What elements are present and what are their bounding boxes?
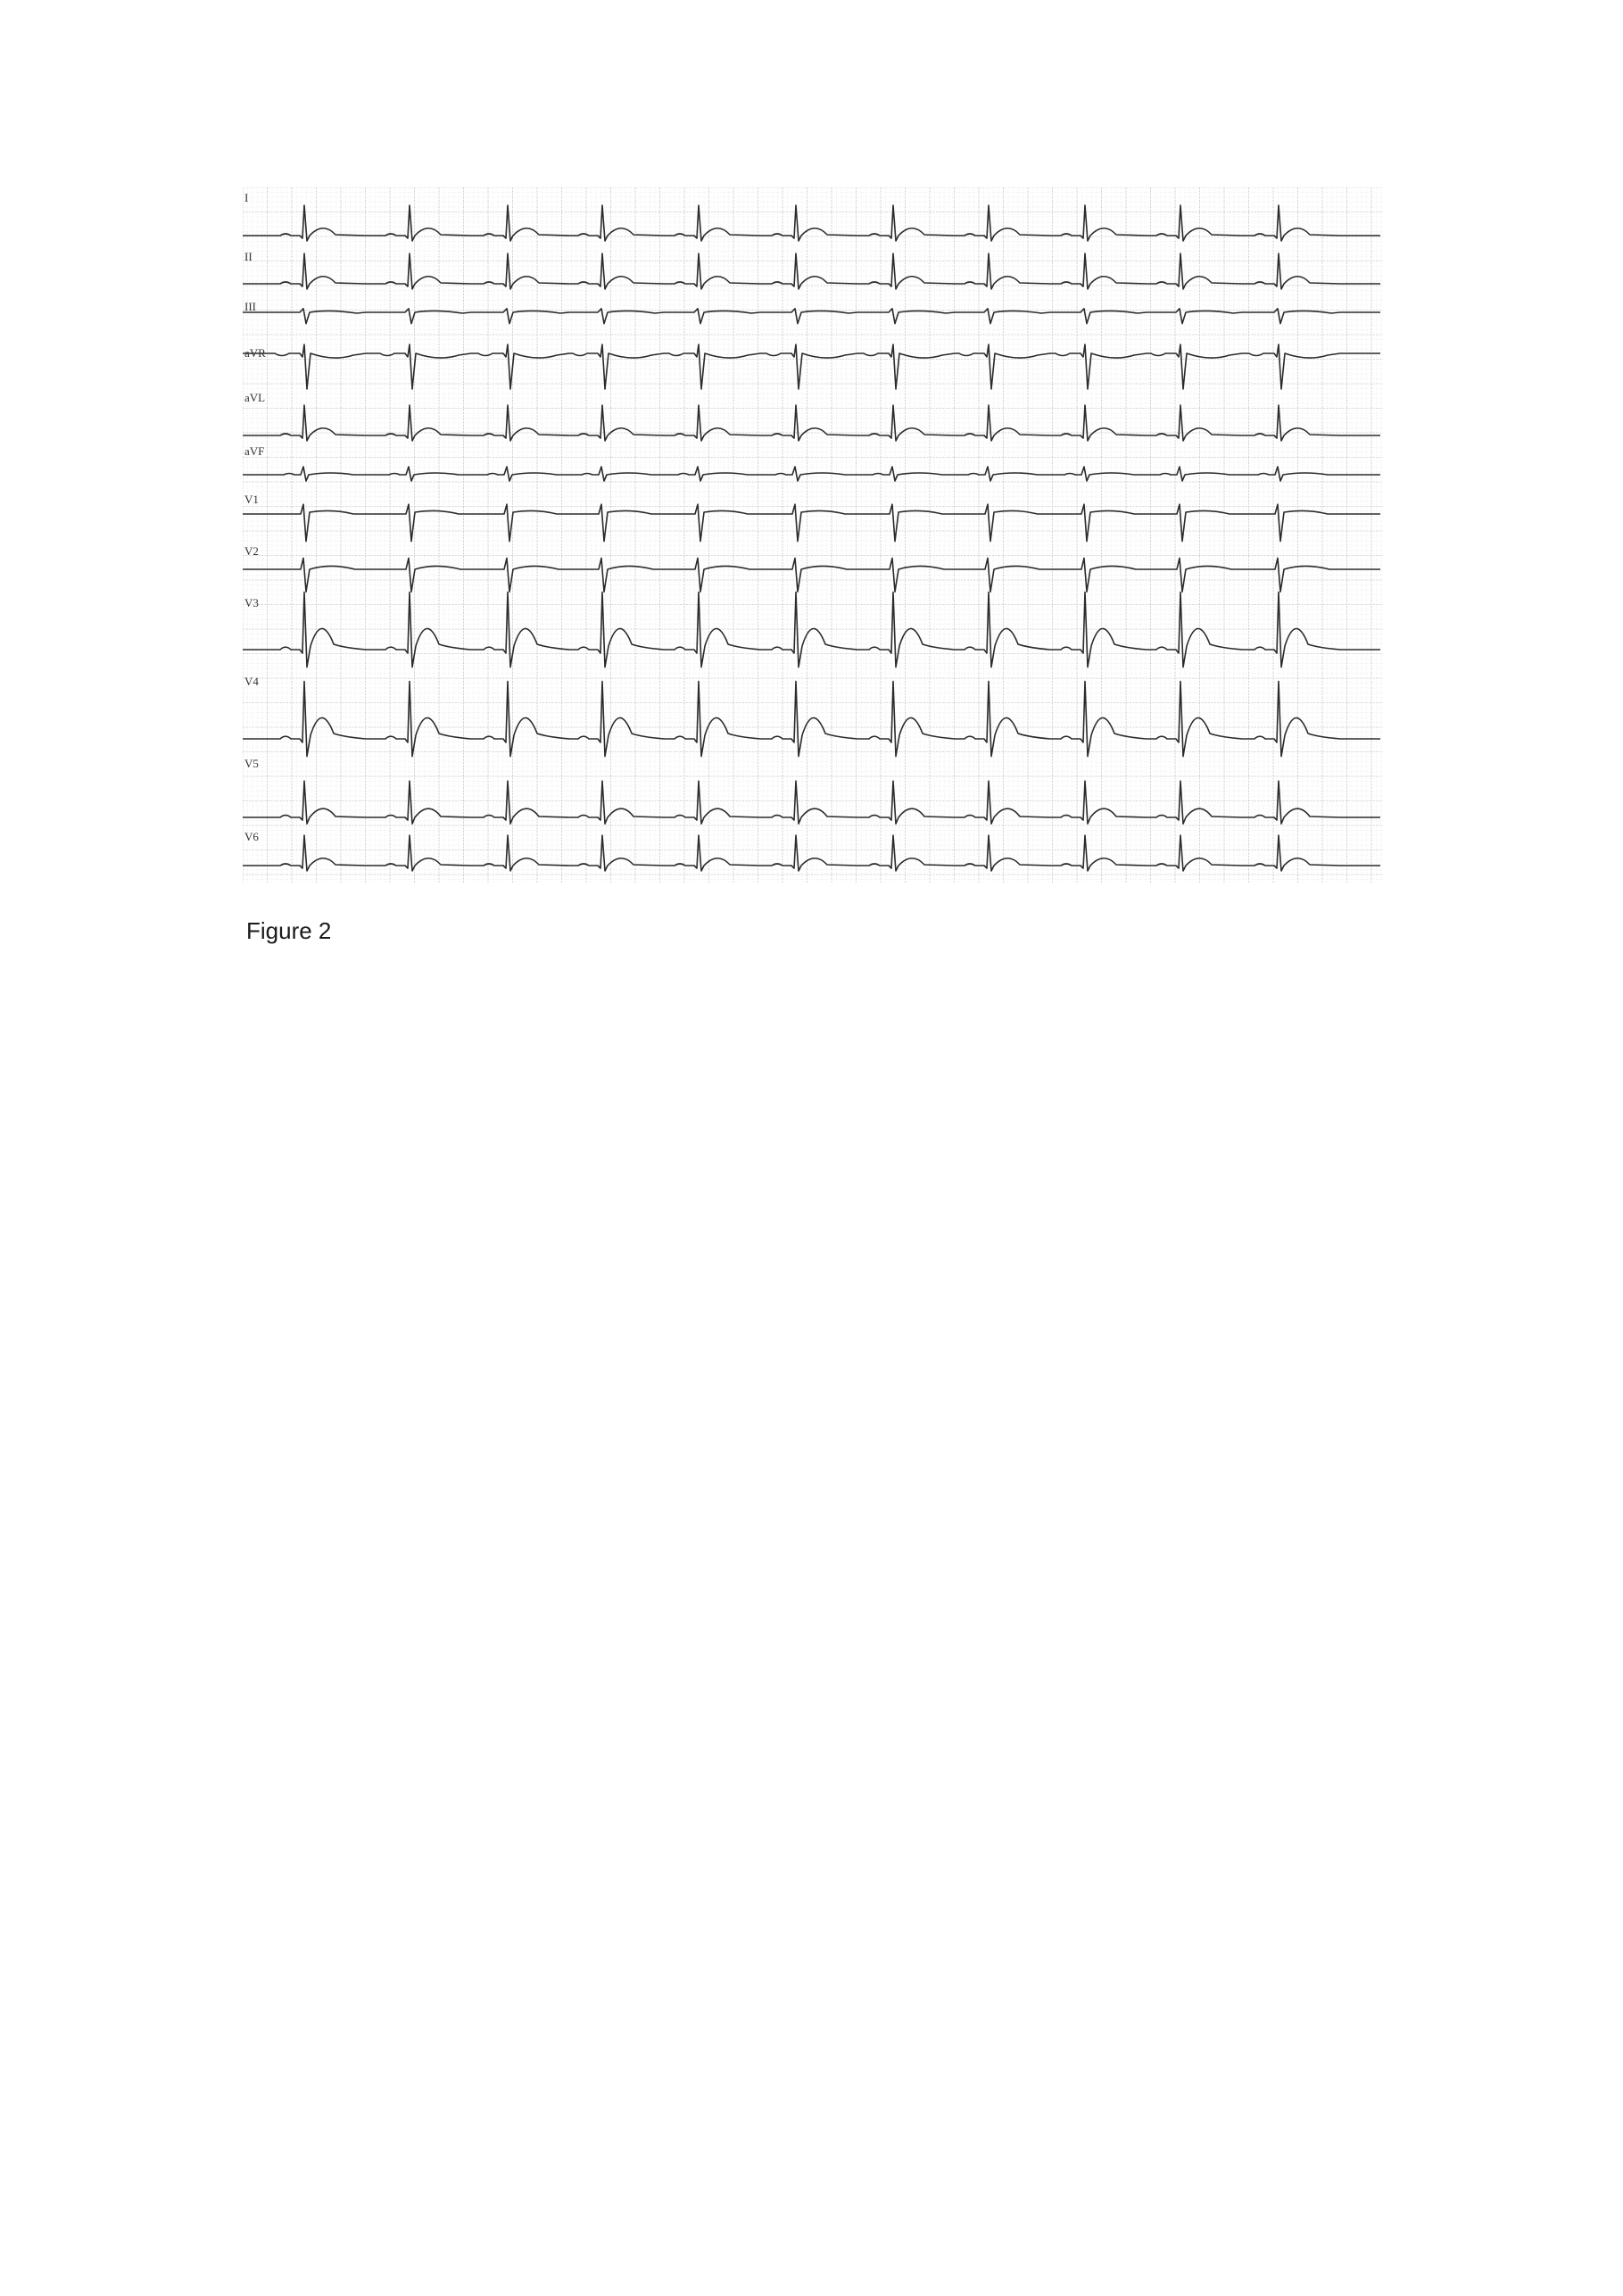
lead-label-ii: II (244, 250, 253, 263)
figure-caption: Figure 2 (246, 917, 332, 944)
lead-label-avl: aVL (244, 391, 266, 404)
lead-label-v1: V1 (244, 493, 259, 506)
lead-label-v4: V4 (244, 675, 259, 688)
ecg-grid (243, 187, 1383, 883)
lead-label-v2: V2 (244, 544, 259, 558)
grid-background (243, 187, 1383, 883)
lead-label-v3: V3 (244, 596, 259, 609)
lead-label-iii: III (244, 300, 256, 313)
lead-label-avr: aVR (244, 346, 266, 360)
lead-label-avf: aVF (244, 444, 265, 458)
lead-label-i: I (244, 191, 249, 204)
lead-label-v5: V5 (244, 757, 259, 770)
ecg-figure (243, 187, 1383, 883)
lead-label-v6: V6 (244, 830, 259, 843)
